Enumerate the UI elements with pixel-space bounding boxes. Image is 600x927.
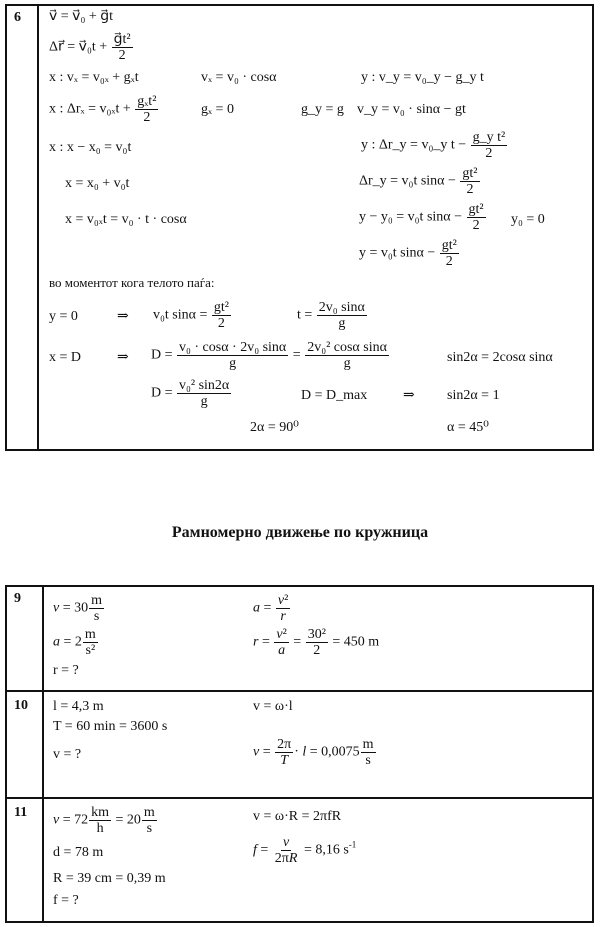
formula-x-drx: x : Δrₓ = v₀ₓt + $\frac{\text{gₓt²}}{2}$	[49, 94, 157, 125]
given-line: a = 2 $\frac{m}{\text{s²}}$	[53, 627, 96, 658]
problem-6-table	[5, 4, 594, 451]
formula-y-final: y = v₀t sinα − $\frac{\text{gt²}}{2}$	[359, 238, 457, 269]
formula-y-vy: y : v_y = v₀_y − g_y t	[361, 70, 484, 85]
formula-t: t = $\frac{\text{2v₀ sinα}}{g}$	[297, 300, 365, 331]
number-column	[7, 6, 39, 449]
implies-arrow: ⇒	[117, 309, 129, 324]
formula-sin2a-identity: sin2α = 2cosα sinα	[447, 350, 553, 365]
solution-line: f = $\frac{v}{2\pi R}$ = 8,16 $s^{-1}$	[253, 835, 357, 866]
formula-y-dry: y : Δr_y = v₀_y t − $\frac{\text{g\_y t²}}{2}$	[361, 130, 506, 161]
problem-number: 9	[14, 591, 21, 606]
given-line: R = 39 cm = 0,39 m	[53, 871, 166, 886]
formula-sin2a-one: sin2α = 1	[447, 388, 500, 403]
formula-v0t-sin: v₀t sinα = $\frac{\text{gt²}}{2}$	[153, 300, 229, 331]
formula-x-x0: x : x − x₀ = v₀t	[49, 140, 132, 155]
formula-D-expanded: D = $\frac{\text{v₀ · cosα · 2v₀ sinα}}{g}$ = $\frac{\text{2v₀² cosα sinα}}{g}$	[151, 340, 387, 371]
row-divider	[7, 797, 592, 799]
circular-motion-table	[5, 585, 594, 923]
section-title: Рамномерно движење по кружница	[171, 524, 429, 541]
given-line: r = ?	[53, 663, 79, 678]
formula-x-eq: x = x₀ + v₀t	[65, 176, 130, 191]
formula-gx-zero: gₓ = 0	[201, 102, 234, 117]
formula-y0-zero: y₀ = 0	[511, 212, 545, 227]
implies-arrow: ⇒	[403, 388, 415, 403]
formula-D-max: D = D_max	[301, 388, 368, 403]
formula-alpha-45: α = 45⁰	[447, 420, 489, 435]
formula-dry: Δr_y = v₀t sinα − $\frac{\text{gt²}}{2}$	[359, 166, 478, 197]
problem-number: 11	[14, 805, 28, 820]
given-line: T = 60 min = 3600 s	[53, 719, 168, 734]
formula-gy-g: g_y = g	[301, 102, 344, 117]
formula-D-sin2a: D = $\frac{\text{v₀² sin2α}}{g}$	[151, 378, 230, 409]
given-line: v = ?	[53, 747, 82, 762]
solution-line: v = ω·R = 2πfR	[253, 809, 342, 824]
given-line: d = 78 m	[53, 845, 104, 860]
moment-text: во моментот кога телото паѓа:	[49, 275, 215, 290]
solution-line: r = $\frac{\text{v²}}{a}$ = $\frac{\text{30²}}{2}$ = 450 m	[253, 627, 380, 658]
formula-y-y0: y − y₀ = v₀t sinα − $\frac{\text{gt²}}{2}$	[359, 202, 484, 233]
formula-x-D: x = D	[49, 350, 82, 365]
formula-x-v0x: x = v₀ₓt = v₀ · t · cosα	[65, 212, 187, 227]
formula-displacement-vector: Δr⃗ = v⃗₀t + $\frac{\text{g⃗t²}}{2}$	[49, 32, 131, 63]
solution-line: a = $\frac{\text{v²}}{r}$	[253, 593, 289, 624]
problem-number: 10	[14, 698, 28, 713]
given-line: l = 4,3 m	[53, 699, 104, 714]
given-line: v = 72 $\frac{km}{h}$ = 20 $\frac{m}{s}$	[53, 805, 155, 836]
formula-vy-sin: v_y = v₀ · sinα − gt	[357, 102, 466, 117]
number-column	[7, 587, 44, 921]
problem-number: 6	[14, 10, 21, 25]
formula-x-vx: x : vₓ = v₀ₓ + gₓt	[49, 70, 139, 85]
formula-2alpha: 2α = 90⁰	[250, 420, 299, 435]
implies-arrow: ⇒	[117, 350, 129, 365]
formula-y-zero: y = 0	[49, 309, 78, 324]
given-line: f = ?	[53, 893, 79, 908]
row-divider	[7, 690, 592, 692]
formula-velocity-vector: v⃗ = v⃗₀ + g⃗t	[49, 9, 114, 24]
solution-line: v = ω·l	[253, 699, 293, 714]
given-line: v = 30 $\frac{m}{s}$	[53, 593, 103, 624]
solution-line: v = $\frac{2\pi}{T}$ · l = 0,0075 $\frac{m}{s}$	[253, 737, 374, 768]
formula-vx-cos: vₓ = v₀ · cosα	[201, 70, 277, 85]
